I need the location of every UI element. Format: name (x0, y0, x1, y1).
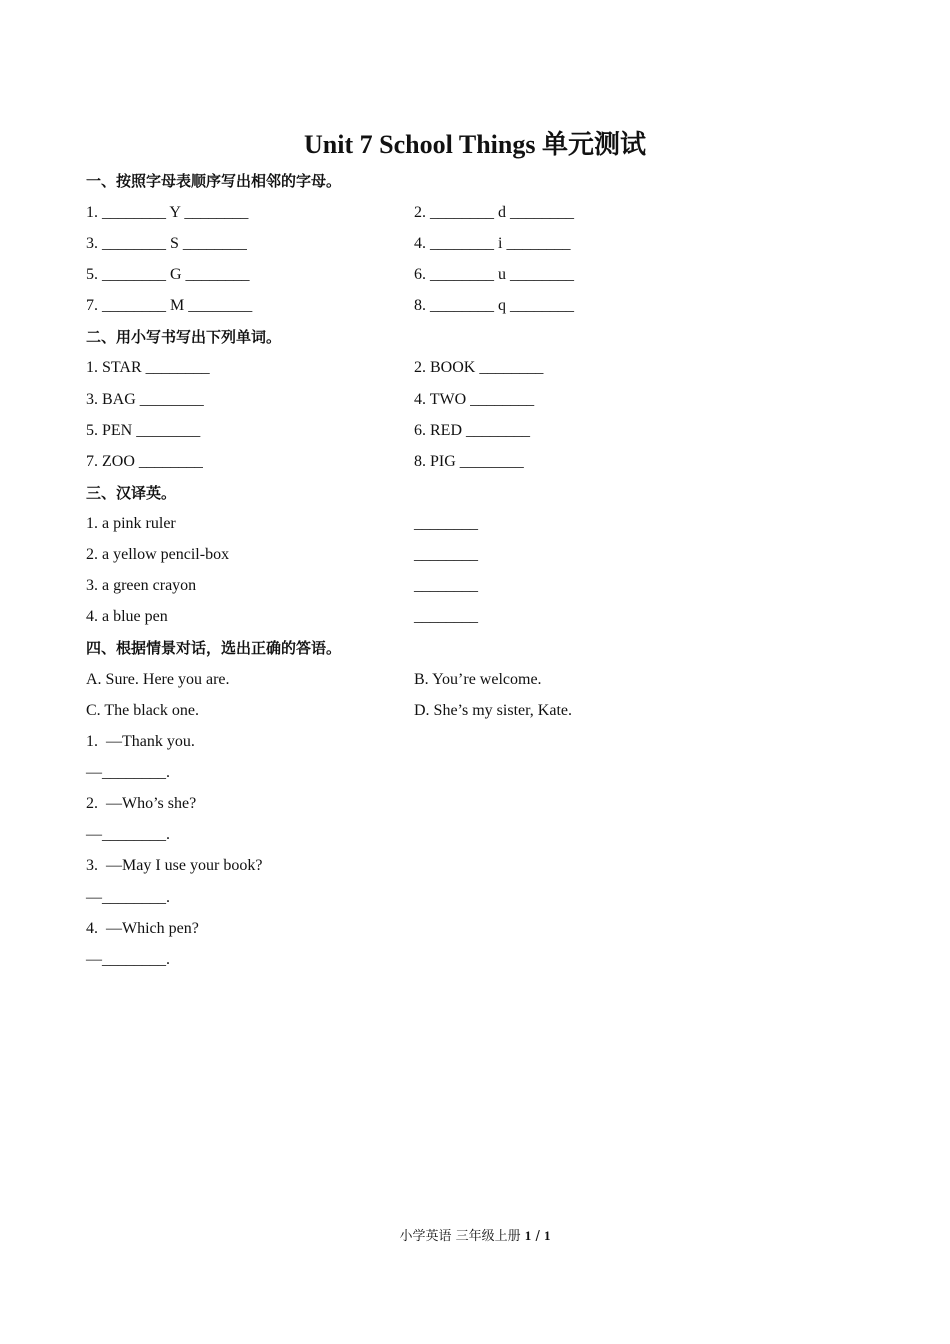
dialog-answer-blank: —________. (86, 826, 170, 843)
dialog-answer-blank: —________. (86, 889, 170, 906)
page-separator: / (535, 1229, 540, 1244)
letter-item: 3. ________ S ________ (86, 235, 247, 252)
answer-option: D. She’s my sister, Kate. (414, 702, 573, 719)
page-title: Unit 7 School Things 单元测试 (304, 130, 646, 159)
translate-question: 2. a yellow pencil-box (86, 546, 230, 563)
translate-blank: ________ (414, 546, 478, 563)
letter-item: 1. ________ Y ________ (86, 204, 249, 221)
dialog-question: 3. —May I use your book? (86, 857, 263, 874)
word-item: 8. PIG ________ (414, 453, 524, 470)
section4-heading: 四、根据情景对话，选出正确的答语。 (86, 639, 342, 657)
dialog-answer-blank: —________. (86, 951, 170, 968)
dialog-answer-blank: —________. (86, 764, 170, 781)
dialog-question: 4. —Which pen? (86, 920, 199, 937)
translate-blank: ________ (414, 515, 478, 532)
translate-question: 3. a green crayon (86, 577, 197, 594)
translate-question: 4. a blue pen (86, 608, 168, 625)
section3-heading: 三、汉译英。 (86, 484, 177, 502)
page-footer (0, 1225, 950, 1244)
word-item: 3. BAG ________ (86, 391, 204, 408)
word-item: 5. PEN ________ (86, 422, 201, 439)
letter-item: 6. ________ u ________ (414, 266, 574, 283)
page-total: 1 (543, 1228, 551, 1243)
word-item: 1. STAR ________ (86, 359, 210, 376)
translate-blank: ________ (414, 577, 478, 594)
section2-heading: 二、用小写书写出下列单词。 (86, 328, 282, 346)
answer-option: B. You’re welcome. (414, 671, 542, 688)
answer-option: A. Sure. Here you are. (86, 671, 230, 688)
translate-blank: ________ (414, 608, 478, 625)
dialog-question: 1. —Thank you. (86, 733, 195, 750)
letter-item: 7. ________ M ________ (86, 297, 253, 314)
letter-item: 2. ________ d ________ (414, 204, 574, 221)
dialog-question: 2. —Who’s she? (86, 795, 197, 812)
letter-item: 4. ________ i ________ (414, 235, 571, 252)
footer-text: 小学英语 三年级上册 (399, 1229, 521, 1244)
word-item: 2. BOOK ________ (414, 359, 544, 376)
translate-question: 1. a pink ruler (86, 515, 176, 532)
word-item: 6. RED ________ (414, 422, 530, 439)
letter-item: 8. ________ q ________ (414, 297, 574, 314)
page-number: 1 (524, 1228, 532, 1243)
word-item: 4. TWO ________ (414, 391, 535, 408)
section1-heading: 一、按照字母表顺序写出相邻的字母。 (86, 172, 342, 190)
word-item: 7. ZOO ________ (86, 453, 203, 470)
answer-option: C. The black one. (86, 702, 200, 719)
letter-item: 5. ________ G ________ (86, 266, 250, 283)
